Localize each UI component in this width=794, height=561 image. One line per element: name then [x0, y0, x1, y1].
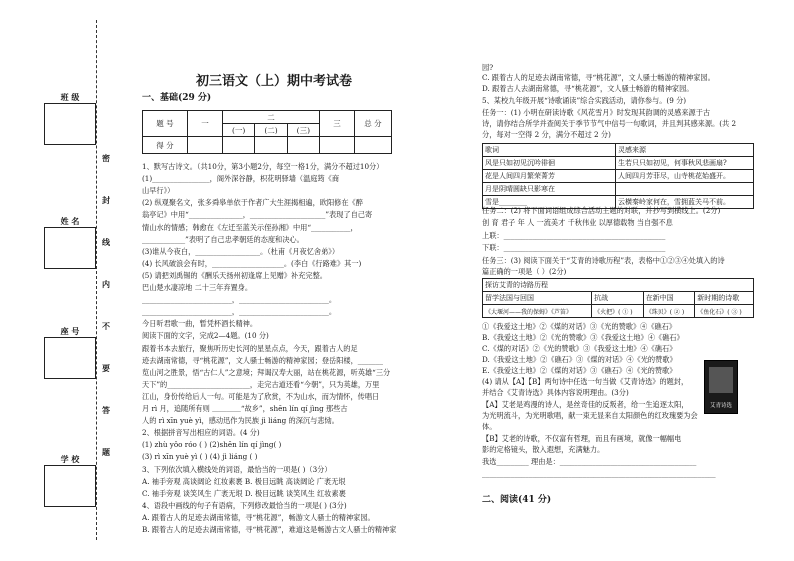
right-line: 篇正确的一项是（ ）(2分)	[482, 267, 567, 276]
seat-field-box[interactable]	[44, 326, 96, 379]
question-line: 江山，身份传给后人一句。可能是为了欣赏，不为山水，而为情怀，传唱日	[142, 391, 380, 401]
right-line: C.《煤的对话》②《光的赞歌》③《我爱这土地》④《礁石》	[482, 344, 677, 353]
aiqing-table-cell: 《鱼化石》( ③ )	[695, 305, 754, 318]
poem-source-cell: 云横秦岭家何在，雪拥蓝关马不前。	[616, 196, 754, 209]
question-line: 迹去湖南常德，寻“桃花源”，文人骚士畅游的精神家园；登岳阳楼，_______	[142, 355, 383, 365]
question-line: _________________________，_________________________。	[142, 307, 337, 317]
seal-char: 线	[102, 237, 110, 247]
question-line: (4) 长风破浪会有时，____________________。(李白《行路难》其一)	[142, 258, 362, 268]
right-line: ①《我爱这土地》②《煤的对话》③《光的赞歌》④《礁石》	[482, 322, 677, 331]
right-line: 诗，请你结合所学并查阅关于季节节气中信号一句歌词，并且判其感来源。(共 2	[482, 119, 737, 128]
class-label: 班 级	[60, 92, 80, 102]
binding-dashed-line	[96, 20, 97, 540]
right-line: 任务二：(2) 将下面词语组成综合活动主题的对联，并抄写到横线上。(2分)	[482, 206, 721, 215]
exam-title: 初三语文（上）期中考试卷	[196, 74, 353, 89]
question-line: (5) 请把刘禹锡的《酬乐天扬州初逢席上见赠》补充完整。	[142, 270, 327, 280]
seal-char: 内	[102, 279, 110, 289]
poem-table-header: 歌词	[483, 144, 616, 157]
score-header-cell: 题 号	[143, 111, 188, 137]
score-input-cell[interactable]	[287, 137, 319, 154]
question-line: A. 跟着古人的足迹去湖南常德，寻“桃花源”，畅游文人骚士的精神家园。	[142, 512, 375, 522]
question-line: ____________”表明了自己忠孝朝廷的态度和决心。	[142, 234, 304, 244]
question-line: 览山河之胜景，悟“古仁人”之意境；拜谒汉寿大丽，站在桃花源，听英雄“三分	[142, 367, 391, 377]
aiqing-table-caption: 探访艾青的诗路历程	[483, 279, 754, 292]
question-line: (1) zhù yǒo róo ( ) (2)shēn lín qí jìng( )	[142, 440, 282, 450]
right-line: 任务三：(3) 阅读下面关于“艾青的诗歌历程”表，表格中①②③④处填入的诗	[482, 256, 725, 265]
book-cover-title: 艾青诗选	[709, 403, 732, 409]
question-line: A. 袖手旁观 高谈阔论 红妆素裹 B. 极目远眺 高谈阔论 广袤无垠	[142, 476, 346, 486]
class-field-box[interactable]	[44, 92, 96, 145]
right-line: D.《我爱这土地》②《礁石》③《煤的对话》④《光的赞歌》	[482, 355, 677, 364]
poem-source-cell[interactable]	[616, 183, 754, 196]
question-line: 4、语段中画线的句子有语病，下列修改最恰当的一项是( ) (3分)	[142, 500, 347, 510]
aiqing-table-header: 在新中国	[643, 292, 695, 305]
score-input-cell[interactable]	[255, 137, 287, 154]
right-line: 体。	[482, 422, 497, 431]
score-header-cell: 三	[320, 111, 355, 137]
aiqing-table-cell: 《珠贝》( ② )	[643, 305, 695, 318]
aiqing-table-header: 留学法国与回国	[483, 292, 592, 305]
binding-strip	[0, 0, 120, 561]
seal-char: 要	[102, 363, 110, 373]
right-line: B.《我爱这土地》②《光的赞歌》③《我爱这土地》④《礁石》	[482, 333, 684, 342]
question-line: 情山水的情感；韩愈在《左迁至蓝关示侄孙湘》中用“___________，	[142, 222, 358, 232]
score-input-cell[interactable]	[355, 137, 392, 154]
question-line: (3)谁从今夜白，__________________。（杜甫《月夜忆舍弟》）	[142, 246, 340, 256]
question-line: (2) 纵观聚名文，张多舜皋单依于作者广大生涯揭相遍，欧阳修在《醉	[142, 198, 363, 208]
poem-lyric-cell[interactable]: 雪是________	[483, 196, 616, 209]
seat-label: 座 号	[60, 326, 80, 336]
question-line: 巴山楚水凄凉地 二十三年弃置身。	[142, 283, 253, 292]
question-line: 今日听君歌一曲，暂凭杯酒长精神。	[142, 319, 258, 329]
seal-char: 密	[102, 153, 110, 163]
book-cover-art	[709, 367, 733, 393]
right-line: 【B】艾老的诗歌，不仅富有哲理，而且有画境，就像一幅幅电	[482, 434, 682, 443]
question-line: 天下”的_______________________，走完古道还看“今朝”，只为英雄，万里	[142, 379, 380, 389]
aiqing-table-cell: 《大堰河——我的保姆》《芦笛》	[483, 305, 592, 318]
school-label: 学 校	[60, 454, 80, 464]
right-line: 5、某校九年级开展“诗歌诵读”综合实践活动，请你参与。(9 分)	[482, 96, 687, 105]
aiqing-path-table	[482, 278, 754, 318]
poem-source-cell: 生若只只如初见，何事秋风悲画扇?	[616, 157, 754, 170]
seal-char: 答	[102, 405, 110, 415]
poem-table-header: 灵感来源	[616, 144, 754, 157]
name-label: 姓 名	[60, 216, 80, 226]
score-input-cell[interactable]	[320, 137, 355, 154]
question-line: 月 rì 月，追随所有则 ＿＿＿＿“故乡”，shēn lín qí jìng 那些古	[142, 404, 348, 413]
poem-lyric-cell: 月是阴晴圆缺只影寒在	[483, 183, 616, 196]
right-line: 为光明流斗，为光明歌唱，献一束无显来自太阳颜色的红玫瑰要为会	[482, 411, 698, 420]
right-line: D. 跟着古人去湖南常德，寻“桃花源”，文人骚士畅游的精神家园。	[482, 84, 694, 93]
score-sub-cell: (三)	[287, 124, 319, 137]
score-sub-cell: (一)	[223, 124, 255, 137]
question-line: 阅读下面的文字，完成2—4题。(10 分)	[142, 331, 269, 341]
right-line: (4) 请从【A】【B】两句诗中任选一句当做《艾青诗选》的题封，	[482, 377, 689, 386]
school-field-box[interactable]	[44, 454, 96, 507]
right-line: 园?	[482, 63, 494, 72]
right-line[interactable]: 上联：_____________________________________________	[482, 231, 666, 240]
question-line: 人的 rì xīn yuè yì，感动迅作为民族 jì liáng 的深沉与悲恸。	[142, 416, 339, 426]
score-input-cell[interactable]	[223, 137, 255, 154]
right-line: E.《我爱这土地》②《煤的对话》③《礁石》④《光的赞歌》	[482, 366, 677, 375]
right-line: 【A】艾老是鸡漫的诗人，是丝奇佳的反叛者，给一生追逐太阳，	[482, 400, 689, 409]
poem-lyric-cell: 花是人间四月繁荣菁芳	[483, 170, 616, 183]
question-line: C. 袖手旁观 谈笑风生 广袤无垠 D. 极目远眺 谈笑风生 红妆素裹	[142, 488, 346, 498]
score-input-cell[interactable]	[188, 137, 223, 154]
score-table	[142, 110, 392, 154]
section-heading-reading: 二、阅读(41 分)	[482, 495, 552, 505]
right-line: C. 跟着古人的足迹去湖南常德，寻“桃花源”，文人骚士畅游的精神家园。	[482, 73, 715, 82]
right-line[interactable]: 下联：_____________________________________________	[482, 243, 666, 252]
answer-line[interactable]: 我选_________ 理由是：______________________________________	[482, 457, 697, 466]
question-line: 跟着书本去旅行，聚焦听历史长河的星星点点，今天，跟着古人的足	[142, 343, 358, 353]
question-line: B. 跟着古人的足迹去湖南常德，寻“桃花源”，难道这是畅游古文人骚士的精神家	[142, 525, 397, 534]
poem-source-table	[482, 143, 754, 209]
seal-char: 封	[102, 195, 110, 205]
section-heading: 一、基础(29 分)	[142, 93, 212, 103]
answer-line[interactable]: _________________________________________________________________	[482, 469, 716, 478]
question-line: 2、根据拼音写出相应的词语。(4 分)	[142, 428, 260, 438]
right-line: 并结合《艾青诗选》具体内容说明理由。(3分)	[482, 388, 629, 397]
aiqing-table-header: 抗战	[592, 292, 644, 305]
score-header-cell: 二	[223, 111, 320, 124]
question-line: 翁亭记》中用“_______________，_____________________”表现了自己寄	[142, 210, 373, 220]
poem-lyric-cell: 风是只如初见沉吟徘徊	[483, 157, 616, 170]
right-line: 创 育 君子 年 人 一流美才 千秋伟业 以厚德载物 当自强不息	[482, 218, 673, 227]
aiqing-table-cell: 《火把》( ① )	[592, 305, 644, 318]
question-line: 3、下列依次填入横线处的词语，最恰当的一项是( )（3分）	[142, 464, 332, 474]
question-line: (3) rì xīn yuè yì ( ) (4) jì liáng ( )	[142, 452, 258, 462]
score-row-label: 得 分	[143, 137, 188, 154]
question-line: 1、默写古诗文。（共10分，第3小题2分，每空一格1分，满分不超过10分）	[142, 162, 384, 171]
name-field-box[interactable]	[44, 216, 96, 269]
score-header-cell: 一	[188, 111, 223, 137]
score-sub-cell: (二)	[255, 124, 287, 137]
right-line: 分，每对一空得 2 分，满分不超过 2 分)	[482, 130, 611, 139]
question-line: 山早行》）	[142, 186, 175, 196]
poem-source-cell: 人间四月芳菲尽，山寺桃花始盛开。	[616, 170, 754, 183]
aiqing-table-header: 新时期的诗歌	[695, 292, 754, 305]
seal-char: 题	[102, 447, 110, 457]
right-line: 任务一：(1) 小明在研读诗歌《风花雪月》时发现其韵调的灵感来源于古	[482, 108, 711, 117]
seal-char: 不	[102, 321, 110, 331]
score-header-cell: 总 分	[355, 111, 392, 137]
book-cover-image	[704, 360, 738, 414]
question-line: _________________________，_________________________。	[142, 295, 337, 305]
right-line: 影的定格镜头，散入遐想，充满魅力。	[482, 445, 605, 454]
question-line: (1)________________，阁外深谷静，枳花明驿墙（温庭筠《商	[142, 174, 340, 184]
